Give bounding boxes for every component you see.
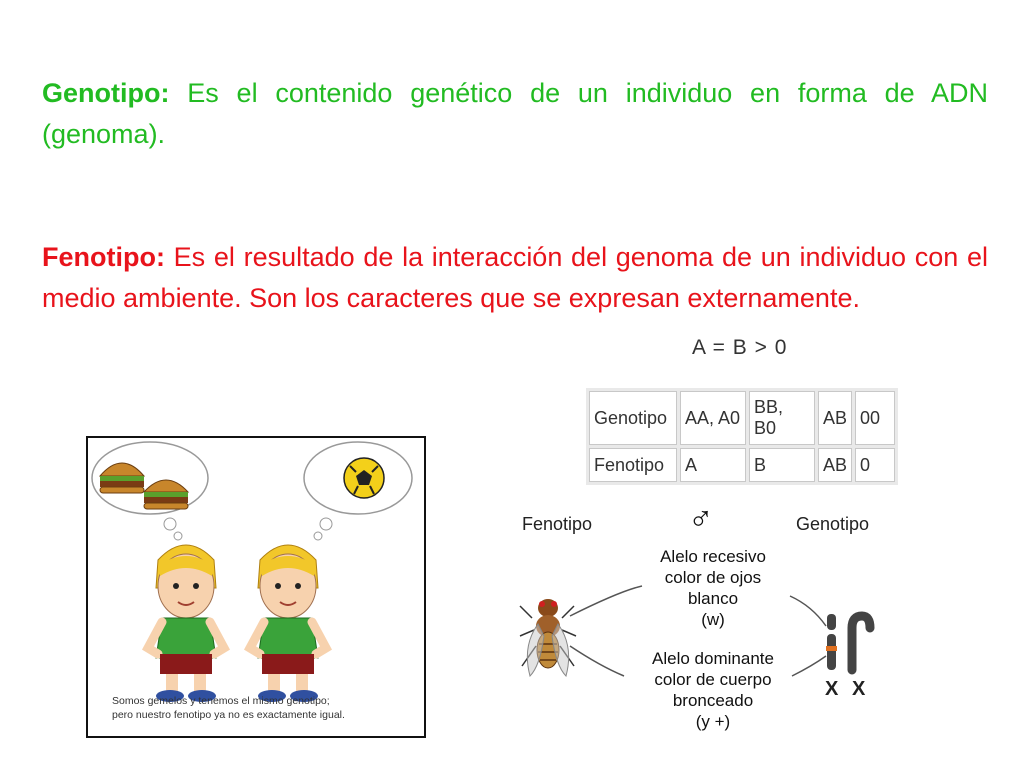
table-cell: B: [749, 448, 815, 482]
twins-illustration: [86, 436, 426, 738]
text-line: blanco: [687, 589, 739, 608]
caption-line: Somos gemelos y tenemos el mismo genotipo;: [112, 695, 330, 707]
text-line: color de ojos: [664, 568, 762, 587]
text-line: (y +): [695, 712, 731, 731]
fenotipo-definition: [42, 237, 988, 319]
fenotipo-term: Fenotipo:: [42, 242, 165, 272]
fenotipo-label: Fenotipo: [522, 514, 593, 534]
table-row: [589, 448, 895, 482]
blood-type-formula: A = B > 0: [692, 336, 788, 359]
table-cell: AB: [818, 391, 852, 445]
table-cell: Fenotipo: [589, 448, 677, 482]
fenotipo-text: Es el resultado de la interacción del genoma de un individuo con el medio ambiente. Son los caracteres que se expresan externamente.: [42, 242, 988, 313]
thought-bubble-burgers: [92, 442, 208, 540]
table-cell: A: [680, 448, 746, 482]
soccer-ball-icon: [344, 458, 384, 498]
genotipo-term: Genotipo:: [42, 78, 170, 108]
table-cell: AB: [818, 448, 852, 482]
twin-boy-right: [250, 545, 326, 702]
table-cell: AA, A0: [680, 391, 746, 445]
recessive-allele-text: [628, 546, 798, 630]
genotipo-definition: [42, 73, 988, 155]
twins-drawing: [88, 438, 424, 736]
table-row: [589, 391, 895, 445]
blood-type-table: [586, 388, 898, 485]
text-line: color de cuerpo: [654, 670, 772, 689]
text-line: Alelo dominante: [652, 649, 774, 668]
chromosome-icon: [826, 614, 837, 670]
connector-line: [570, 646, 624, 676]
genotipo-label: Genotipo: [796, 514, 870, 534]
fly-icon: [520, 599, 576, 676]
chromosome-icon: [852, 616, 870, 670]
text-line: bronceado: [672, 691, 754, 710]
twin-boy-left: [148, 545, 224, 702]
twins-caption: [112, 694, 412, 722]
chromosome-label: X: [852, 678, 866, 700]
thought-bubble-ball: [304, 442, 412, 540]
table-cell: 0: [855, 448, 895, 482]
table-cell: 00: [855, 391, 895, 445]
male-symbol-icon: ♂: [688, 500, 714, 538]
table-cell: BB, B0: [749, 391, 815, 445]
dominant-allele-text: [618, 648, 808, 732]
chromosome-label: X: [825, 678, 839, 700]
genotipo-text: Es el contenido genético de un individuo en forma de ADN (genoma).: [42, 78, 988, 149]
text-line: Alelo recesivo: [660, 547, 766, 566]
drosophila-diagram: [500, 496, 900, 756]
caption-line: pero nuestro fenotipo ya no es exactamente igual.: [112, 709, 345, 721]
text-line: (w): [701, 610, 725, 629]
table-cell: Genotipo: [589, 391, 677, 445]
